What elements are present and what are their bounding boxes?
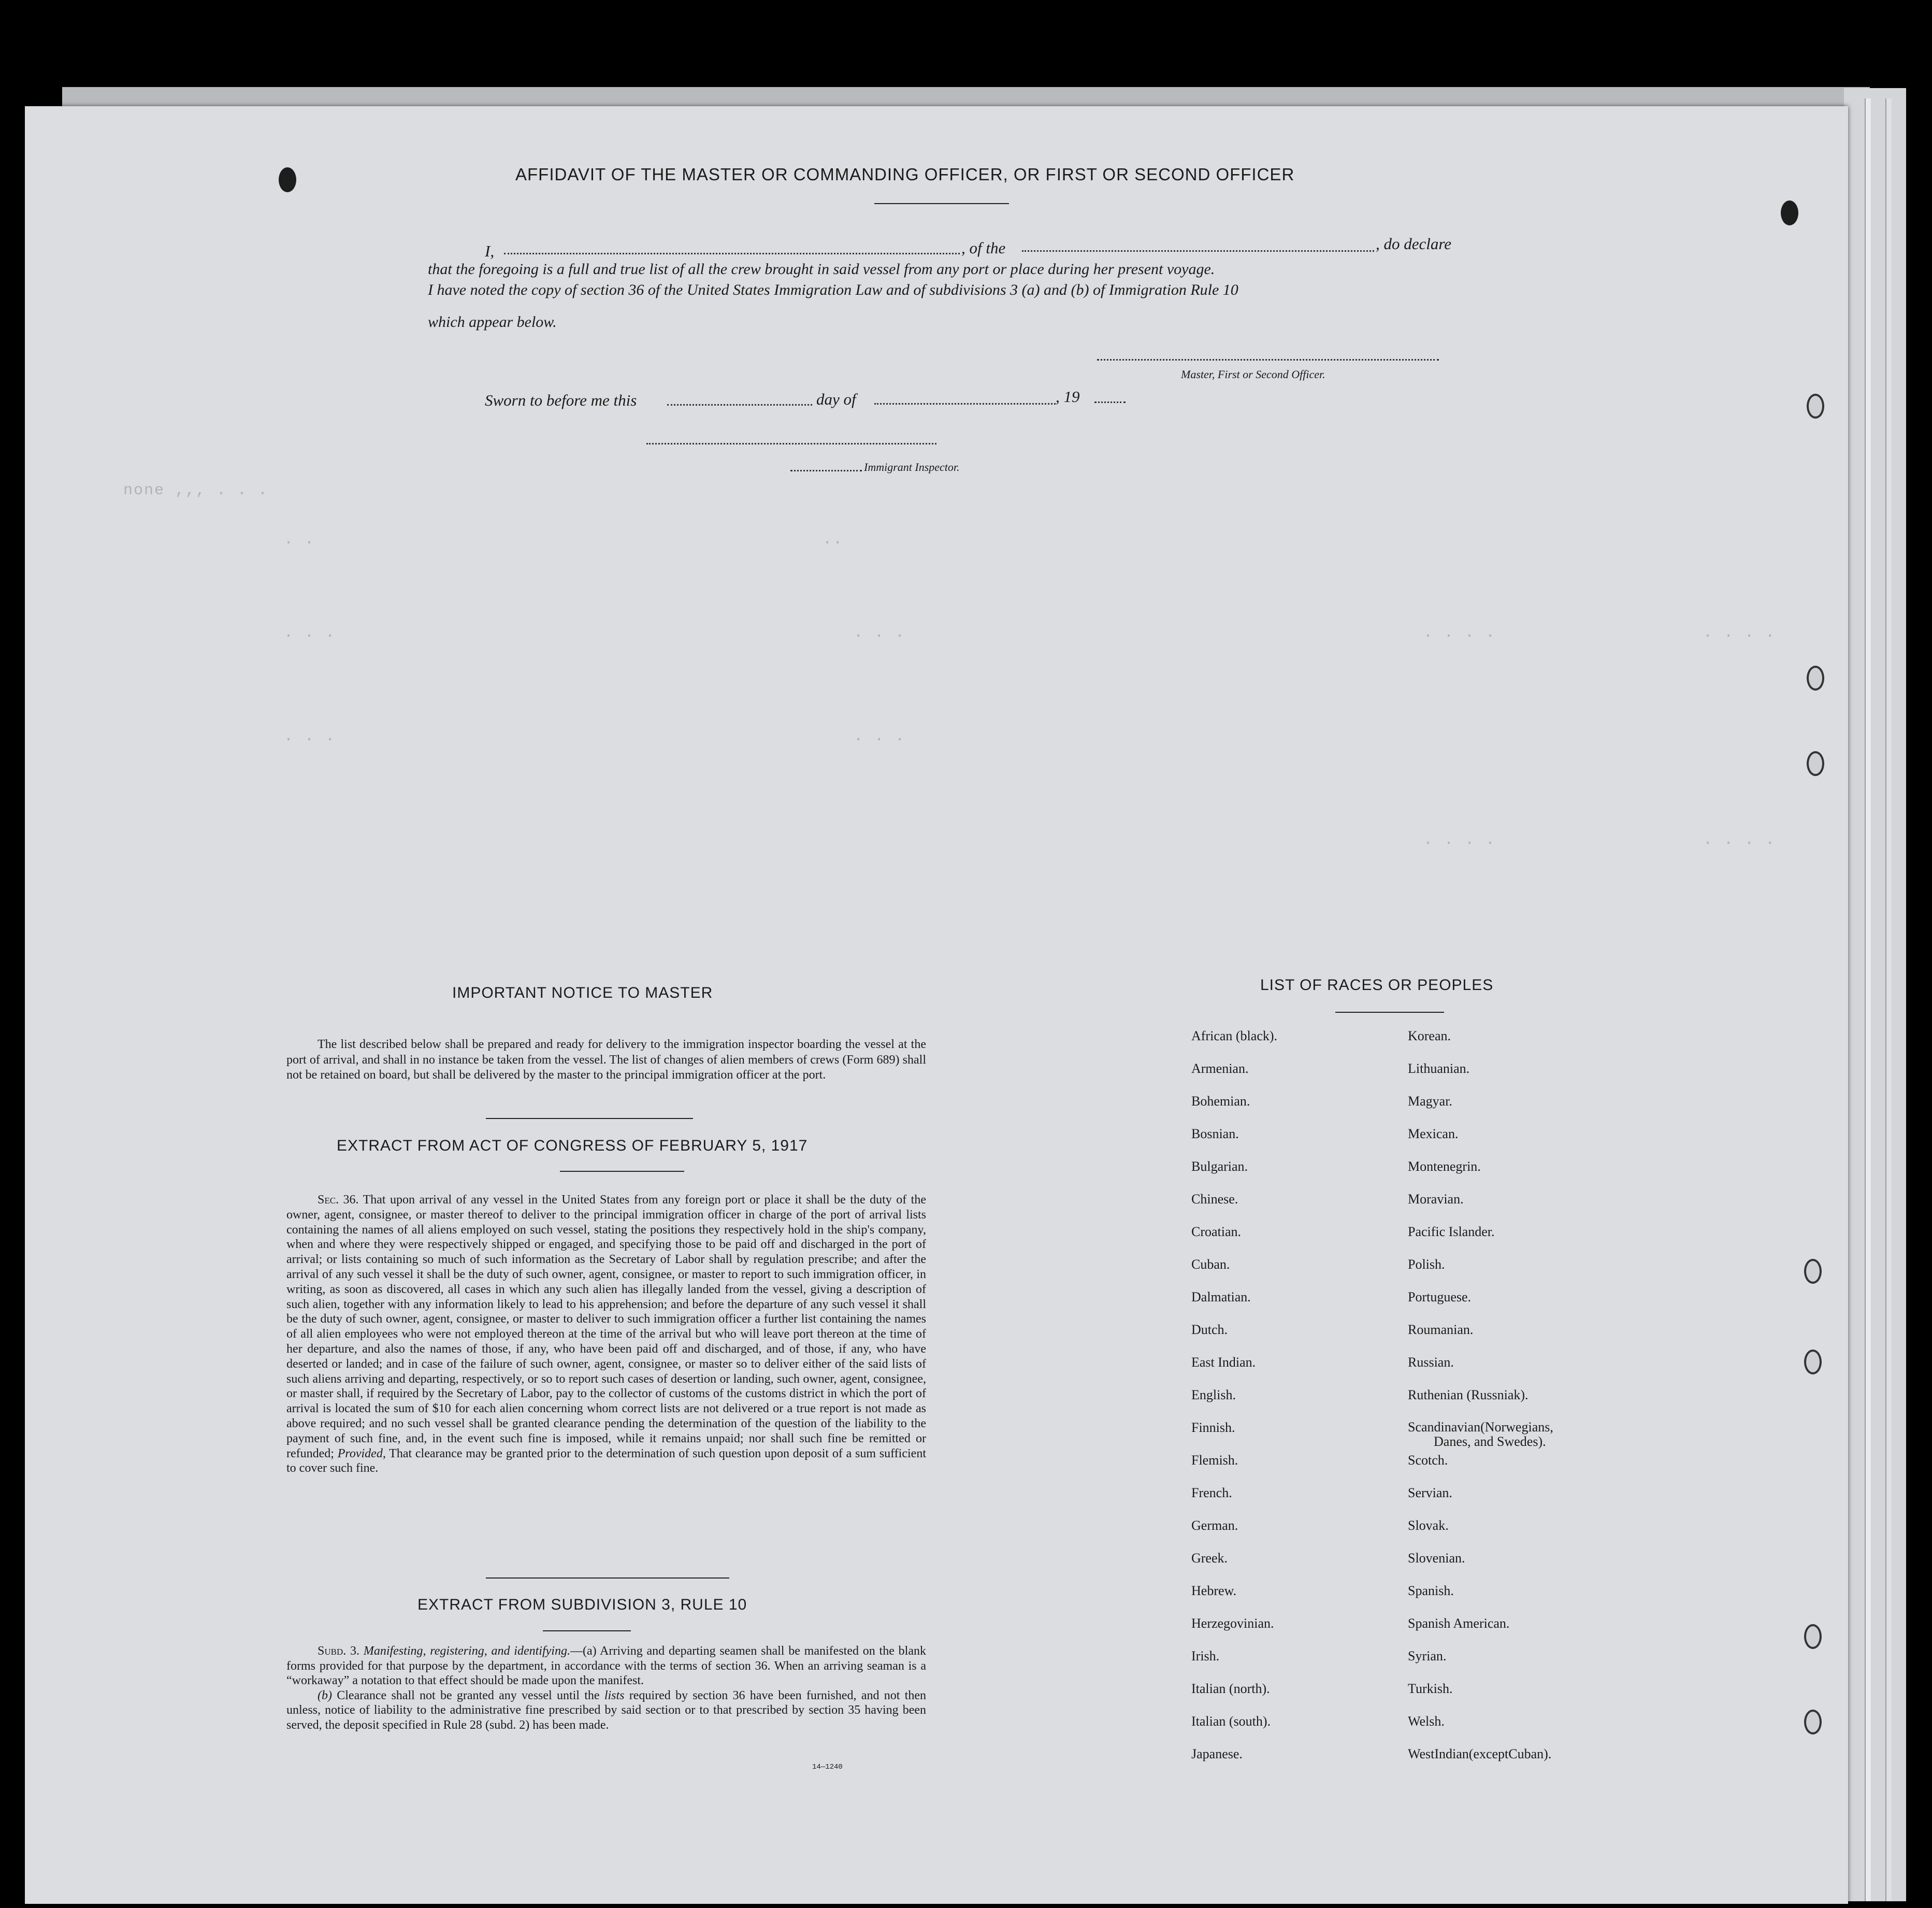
race-item: Scandinavian(Norwegians, Danes, and Swedes). <box>1408 1419 1553 1449</box>
race-item: Cuban. <box>1191 1257 1230 1272</box>
race-item: Japanese. <box>1191 1746 1243 1761</box>
race-item: Irish. <box>1191 1648 1220 1663</box>
punch-hole-icon <box>1781 200 1798 225</box>
sheet-edge <box>1885 98 1892 1901</box>
race-item: Montenegrin. <box>1408 1159 1481 1174</box>
sec-body: That upon arrival of any vessel in the United States from any foreign port or place it shall be the duty of the owner, agent, consignee, or master thereof to deliver to the principal immigration officer in charge of the port of arrival lists containing the names of all aliens employed on such vessel, stating the positions they respectively hold in the ship's company, when and where they were respectively shipped or engaged, and specifying those to be paid off and discharged in the port of arrival; or lists containing so much of such information as the Secretary of Labor shall by regulation prescribe; and after the arrival of any such vessel it shall be the duty of such owner, agent, consignee, or master to report to such immigration officer, in writing, as soon as discovered, all cases in which any such alien has illegally landed from the vessel, giving a description of such alien, together with any information likely to lead to his apprehension; and before the departure of any such vessel it shall be the duty of such owner, agent, consignee, or master to deliver to such immigration officer a further list containing the names of all alien employees who were not employed thereon at the time of the arrival but who will leave port thereon at the time of her departure, and also the names of those, if any, who have been paid off and discharged, and of those, if any, who have deserted or landed; and in case of the failure of such owner, agent, consignee, or master so to deliver either of the said lists of such aliens arriving and departing, respectively, or so to report such cases of desertion or landing, such owner, agent, consignee, or master shall, if required by the Secretary of Labor, pay to the collector of customs of the customs district in which the port of arrival is located the sum of $10 for each alien concerning whom correct lists are not delivered or a true report is not made as above required; and no such vessel shall be granted clearance pending the determination of the question of the liability to the payment of such fine, and, in the event such fine is imposed, while it remains unpaid; nor shall such fine be remitted or refunded; <box>286 1193 926 1460</box>
races-title: LIST OF RACES OR PEOPLES <box>1260 977 1494 994</box>
master-signature-caption: Master, First or Second Officer. <box>1181 368 1325 381</box>
race-item: German. <box>1191 1518 1238 1533</box>
race-item: Roumanian. <box>1408 1322 1474 1337</box>
race-item: Moravian. <box>1408 1192 1464 1207</box>
race-item: Polish. <box>1408 1257 1445 1272</box>
para-a: —(a) Arriving and departing seamen shall be manifested on the blank forms provided for that purpose by the department, in accordance with the terms of section 36. When an arriving seaman is a “workaway” a notation to that effect should be made upon the manifest. <box>286 1644 926 1687</box>
notice-text: The list described below shall be prepared and ready for delivery to the immigration inspector boarding the vessel at the port of arrival, and shall in no instance be taken from the vessel. The list of changes of alien members of crews (Form 689) shall not be retained on board, but shall be delivered by the master to the principal immigration officer at the port. <box>286 1038 926 1082</box>
para-b-lists: lists <box>604 1688 625 1702</box>
race-item: WestIndian(exceptCuban). <box>1408 1746 1552 1761</box>
race-item: African (black). <box>1191 1028 1278 1043</box>
affidavit-title: AFFIDAVIT OF THE MASTER OR COMMANDING OFFICER, OR FIRST OR SECOND OFFICER <box>515 165 1295 184</box>
race-item: Pacific Islander. <box>1408 1224 1495 1239</box>
bleed-through-text: . . . . . . <box>284 728 906 745</box>
rule-extract-title: EXTRACT FROM SUBDIVISION 3, RULE 10 <box>417 1596 747 1613</box>
master-signature-field[interactable] <box>1097 359 1439 361</box>
race-item: Dalmatian. <box>1191 1289 1251 1304</box>
rule-extract-text <box>286 1644 926 1732</box>
act-extract-title: EXTRACT FROM ACT OF CONGRESS OF FEBRUARY 5, 1917 <box>337 1137 808 1154</box>
race-item: Russian. <box>1408 1355 1454 1370</box>
race-item: Chinese. <box>1191 1192 1238 1207</box>
race-item: Armenian. <box>1191 1061 1249 1076</box>
race-item: Magyar. <box>1408 1094 1452 1109</box>
punch-hole-icon <box>1804 1624 1822 1649</box>
para-b-2: required by section 36 have been furnished, and not then unless, notice of liability to the administrative fine prescribed by said section or to that prescribed by section 35 having been served, the deposit specified in Rule 28 (subd. 2) has been made. <box>286 1688 926 1732</box>
subd-label: Subd. 3. <box>318 1644 360 1658</box>
punch-hole-icon <box>1804 1259 1822 1284</box>
race-item: Bohemian. <box>1191 1094 1250 1109</box>
section-divider <box>486 1577 729 1579</box>
race-item: Hebrew. <box>1191 1583 1237 1598</box>
race-item: Croatian. <box>1191 1224 1242 1239</box>
bleed-through-text: . . .. <box>284 531 844 549</box>
declarant-name-field[interactable] <box>504 253 960 254</box>
affidavit-line-2: that the foregoing is a full and true list of all the crew brought in said vessel from any port or place during her present voyage. <box>428 261 1215 278</box>
race-item: Greek. <box>1191 1551 1228 1566</box>
year-label: , 19 <box>1056 388 1080 406</box>
sworn-label: Sworn to before me this <box>485 391 637 409</box>
bleed-through-text: none ,,, . . . <box>123 482 269 499</box>
race-item: Dutch. <box>1191 1322 1228 1337</box>
inspector-caption-leader[interactable] <box>790 470 862 471</box>
race-item: Slovenian. <box>1408 1551 1465 1566</box>
race-item: Italian (north). <box>1191 1681 1270 1696</box>
title-underline <box>543 1630 631 1631</box>
bleed-through-text: . . . . . . . . <box>1423 624 1776 642</box>
declarant-label: I, <box>485 242 495 260</box>
race-item: East Indian. <box>1191 1355 1256 1370</box>
provided-label: Provided, <box>337 1446 386 1460</box>
races-column-2 <box>1408 1028 1553 1779</box>
vessel-name-field[interactable] <box>1022 250 1374 252</box>
sworn-day-field[interactable] <box>667 404 812 406</box>
race-item: Syrian. <box>1408 1648 1447 1663</box>
race-item: Spanish American. <box>1408 1616 1510 1631</box>
form-number: 14—1240 <box>812 1763 843 1771</box>
race-item: English. <box>1191 1387 1236 1402</box>
race-item: Servian. <box>1408 1485 1452 1500</box>
sec-label: Sec. 36. <box>318 1193 359 1207</box>
race-item: Finnish. <box>1191 1420 1235 1435</box>
affidavit-line-4: which appear below. <box>428 313 557 331</box>
sworn-year-field[interactable] <box>1094 401 1126 403</box>
day-of-label: day of <box>816 390 856 408</box>
underlying-sheet <box>1844 88 1906 1901</box>
affidavit-line-3: I have noted the copy of section 36 of the United States Immigration Law and of subdivisions 3 (a) and (b) of Immigration Rule 10 <box>428 281 1238 298</box>
inspector-signature-field[interactable] <box>646 443 936 444</box>
page <box>25 106 1848 1904</box>
title-underline <box>560 1171 684 1172</box>
sec-body-end: That clearance may be granted prior to the determination of such question upon deposit of a sum sufficient to cover such fine. <box>286 1446 926 1475</box>
sworn-month-field[interactable] <box>874 403 1056 405</box>
subd-title: Manifesting, registering, and identifying. <box>363 1644 570 1658</box>
race-item: Bosnian. <box>1191 1126 1239 1141</box>
punch-hole-icon <box>1807 666 1824 691</box>
act-extract-text <box>286 1193 926 1476</box>
declare-label: , do declare <box>1376 235 1452 253</box>
inspector-caption: Immigrant Inspector. <box>864 461 960 474</box>
race-item: Ruthenian (Russniak). <box>1408 1387 1529 1402</box>
sheet-edge <box>1865 98 1871 1901</box>
section-divider <box>486 1118 693 1119</box>
race-item: Flemish. <box>1191 1453 1238 1468</box>
bleed-through-text: . . . . . . . . <box>1423 831 1776 849</box>
punch-hole-icon <box>1804 1710 1822 1734</box>
title-underline <box>1335 1012 1444 1013</box>
punch-hole-icon <box>279 167 296 192</box>
vessel-label: , of the <box>961 239 1006 257</box>
race-item: Portuguese. <box>1408 1289 1472 1304</box>
race-item: Scotch. <box>1408 1453 1448 1468</box>
punch-hole-icon <box>1804 1350 1822 1374</box>
punch-hole-icon <box>1807 751 1824 776</box>
race-item: Italian (south). <box>1191 1714 1271 1729</box>
para-b-label: (b) <box>318 1688 332 1702</box>
race-item: Lithuanian. <box>1408 1061 1470 1076</box>
race-item: Turkish. <box>1408 1681 1453 1696</box>
race-item: Herzegovinian. <box>1191 1616 1274 1631</box>
race-item: Korean. <box>1408 1028 1451 1043</box>
races-column-1 <box>1191 1028 1277 1779</box>
title-underline <box>874 203 1009 204</box>
race-item: Slovak. <box>1408 1518 1449 1533</box>
notice-title: IMPORTANT NOTICE TO MASTER <box>452 984 713 1001</box>
race-item: Bulgarian. <box>1191 1159 1248 1174</box>
bleed-through-text: . . . . . . <box>284 624 906 642</box>
race-item: Mexican. <box>1408 1126 1459 1141</box>
para-b-1: Clearance shall not be granted any vessel until the <box>337 1688 600 1702</box>
punch-hole-icon <box>1807 394 1824 419</box>
race-item: Spanish. <box>1408 1583 1454 1598</box>
race-item: French. <box>1191 1485 1232 1500</box>
race-item: Welsh. <box>1408 1714 1445 1729</box>
underlying-sheet <box>62 87 1870 108</box>
